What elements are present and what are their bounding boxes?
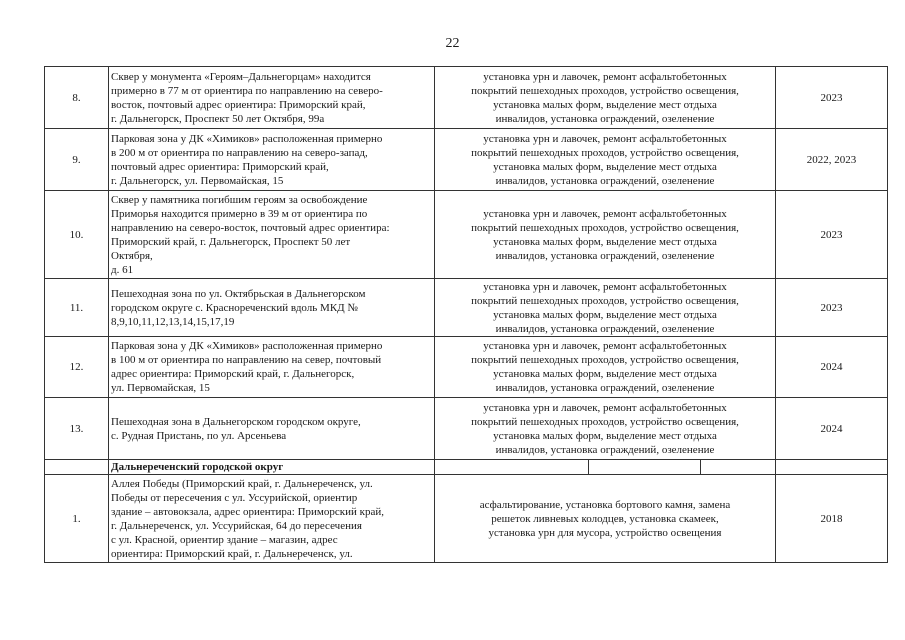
year-cell: 2023 <box>776 67 888 129</box>
row-number: 1. <box>45 475 109 563</box>
section-empty-cell <box>589 460 701 475</box>
location-cell: Пешеходная зона по ул. Октябрьская в Дальнегорском городском округе с. Краснореченский вдоль МКД № 8,9,10,11,12,13,14,15,17,19 <box>109 279 435 337</box>
works-cell: установка урн и лавочек, ремонт асфальтобетонных покрытий пешеходных проходов, устройство освещения, установка малых форм, выделение мест отдыха инвалидов, установка ограждений, озеленение <box>435 191 776 279</box>
row-number: 13. <box>45 398 109 460</box>
location-cell: Пешеходная зона в Дальнегорском городском округе, с. Рудная Пристань, по ул. Арсеньева <box>109 398 435 460</box>
section-empty-cell <box>776 460 888 475</box>
year-cell: 2022, 2023 <box>776 129 888 191</box>
location-cell: Парковая зона у ДК «Химиков» расположенная примерно в 100 м от ориентира по направлению на север, почтовый адрес ориентира: Приморский край, г. Дальнегорск, ул. Первомайская, 15 <box>109 337 435 398</box>
table-row <box>45 191 888 279</box>
row-number: 11. <box>45 279 109 337</box>
works-cell: установка урн и лавочек, ремонт асфальтобетонных покрытий пешеходных проходов, устройство освещения, установка малых форм, выделение мест отдыха инвалидов, установка ограждений, озеленение <box>435 398 776 460</box>
section-empty-cell <box>45 460 109 475</box>
improvement-table <box>44 66 888 563</box>
table-row <box>45 279 888 337</box>
location-cell: Сквер у памятника погибшим героям за освобождение Приморья находится примерно в 39 м от ориентира по направлению на северо-восток, почтовый адрес ориентира: Приморский край, г. Дальнегорск, Проспект 50 лет Октября, д. 61 <box>109 191 435 279</box>
works-cell: установка урн и лавочек, ремонт асфальтобетонных покрытий пешеходных проходов, устройство освещения, установка малых форм, выделение мест отдыха инвалидов, установка ограждений, озеленение <box>435 279 776 337</box>
year-cell: 2024 <box>776 398 888 460</box>
year-cell: 2023 <box>776 279 888 337</box>
works-cell: асфальтирование, установка бортового камня, замена решеток ливневых колодцев, установка скамеек, установка урн для мусора, устройство освещения <box>435 475 776 563</box>
table-row <box>45 475 888 563</box>
location-cell: Парковая зона у ДК «Химиков» расположенная примерно в 200 м от ориентира по направлению на северо-запад, почтовый адрес ориентира: Приморский край, г. Дальнегорск, ул. Первомайская, 15 <box>109 129 435 191</box>
page-number: 22 <box>445 36 460 51</box>
table-row <box>45 337 888 398</box>
row-number: 10. <box>45 191 109 279</box>
section-empty-cell <box>701 460 776 475</box>
location-cell: Аллея Победы (Приморский край, г. Дальнереченск, ул. Победы от пересечения с ул. Уссурийской, ориентир здание – автовокзала, адрес ориентира: Приморский край, г. Дальнереченск, ул. Уссурийская, 64 до пересечения с ул. Красной, ориентир здание – магазин, адрес ориентира: Приморский край, г. Дальнереченск, ул. <box>109 475 435 563</box>
table-row <box>45 67 888 129</box>
works-cell: установка урн и лавочек, ремонт асфальтобетонных покрытий пешеходных проходов, устройство освещения, установка малых форм, выделение мест отдыха инвалидов, установка ограждений, озеленение <box>435 129 776 191</box>
table-row <box>45 398 888 460</box>
row-number: 9. <box>45 129 109 191</box>
row-number: 12. <box>45 337 109 398</box>
location-cell: Сквер у монумента «Героям–Дальнегорцам» находится примерно в 77 м от ориентира по направлению на северо- восток, почтовый адрес ориентира: Приморский край, г. Дальнегорск, Проспект 50 лет Октября, 99а <box>109 67 435 129</box>
works-cell: установка урн и лавочек, ремонт асфальтобетонных покрытий пешеходных проходов, устройство освещения, установка малых форм, выделение мест отдыха инвалидов, установка ограждений, озеленение <box>435 67 776 129</box>
section-title: Дальнереченский городской округ <box>109 460 435 475</box>
works-cell: установка урн и лавочек, ремонт асфальтобетонных покрытий пешеходных проходов, устройство освещения, установка малых форм, выделение мест отдыха инвалидов, установка ограждений, озеленение <box>435 337 776 398</box>
year-cell: 2023 <box>776 191 888 279</box>
section-row <box>45 460 888 475</box>
year-cell: 2024 <box>776 337 888 398</box>
year-cell: 2018 <box>776 475 888 563</box>
table-row <box>45 129 888 191</box>
section-empty-cell <box>435 460 589 475</box>
row-number: 8. <box>45 67 109 129</box>
